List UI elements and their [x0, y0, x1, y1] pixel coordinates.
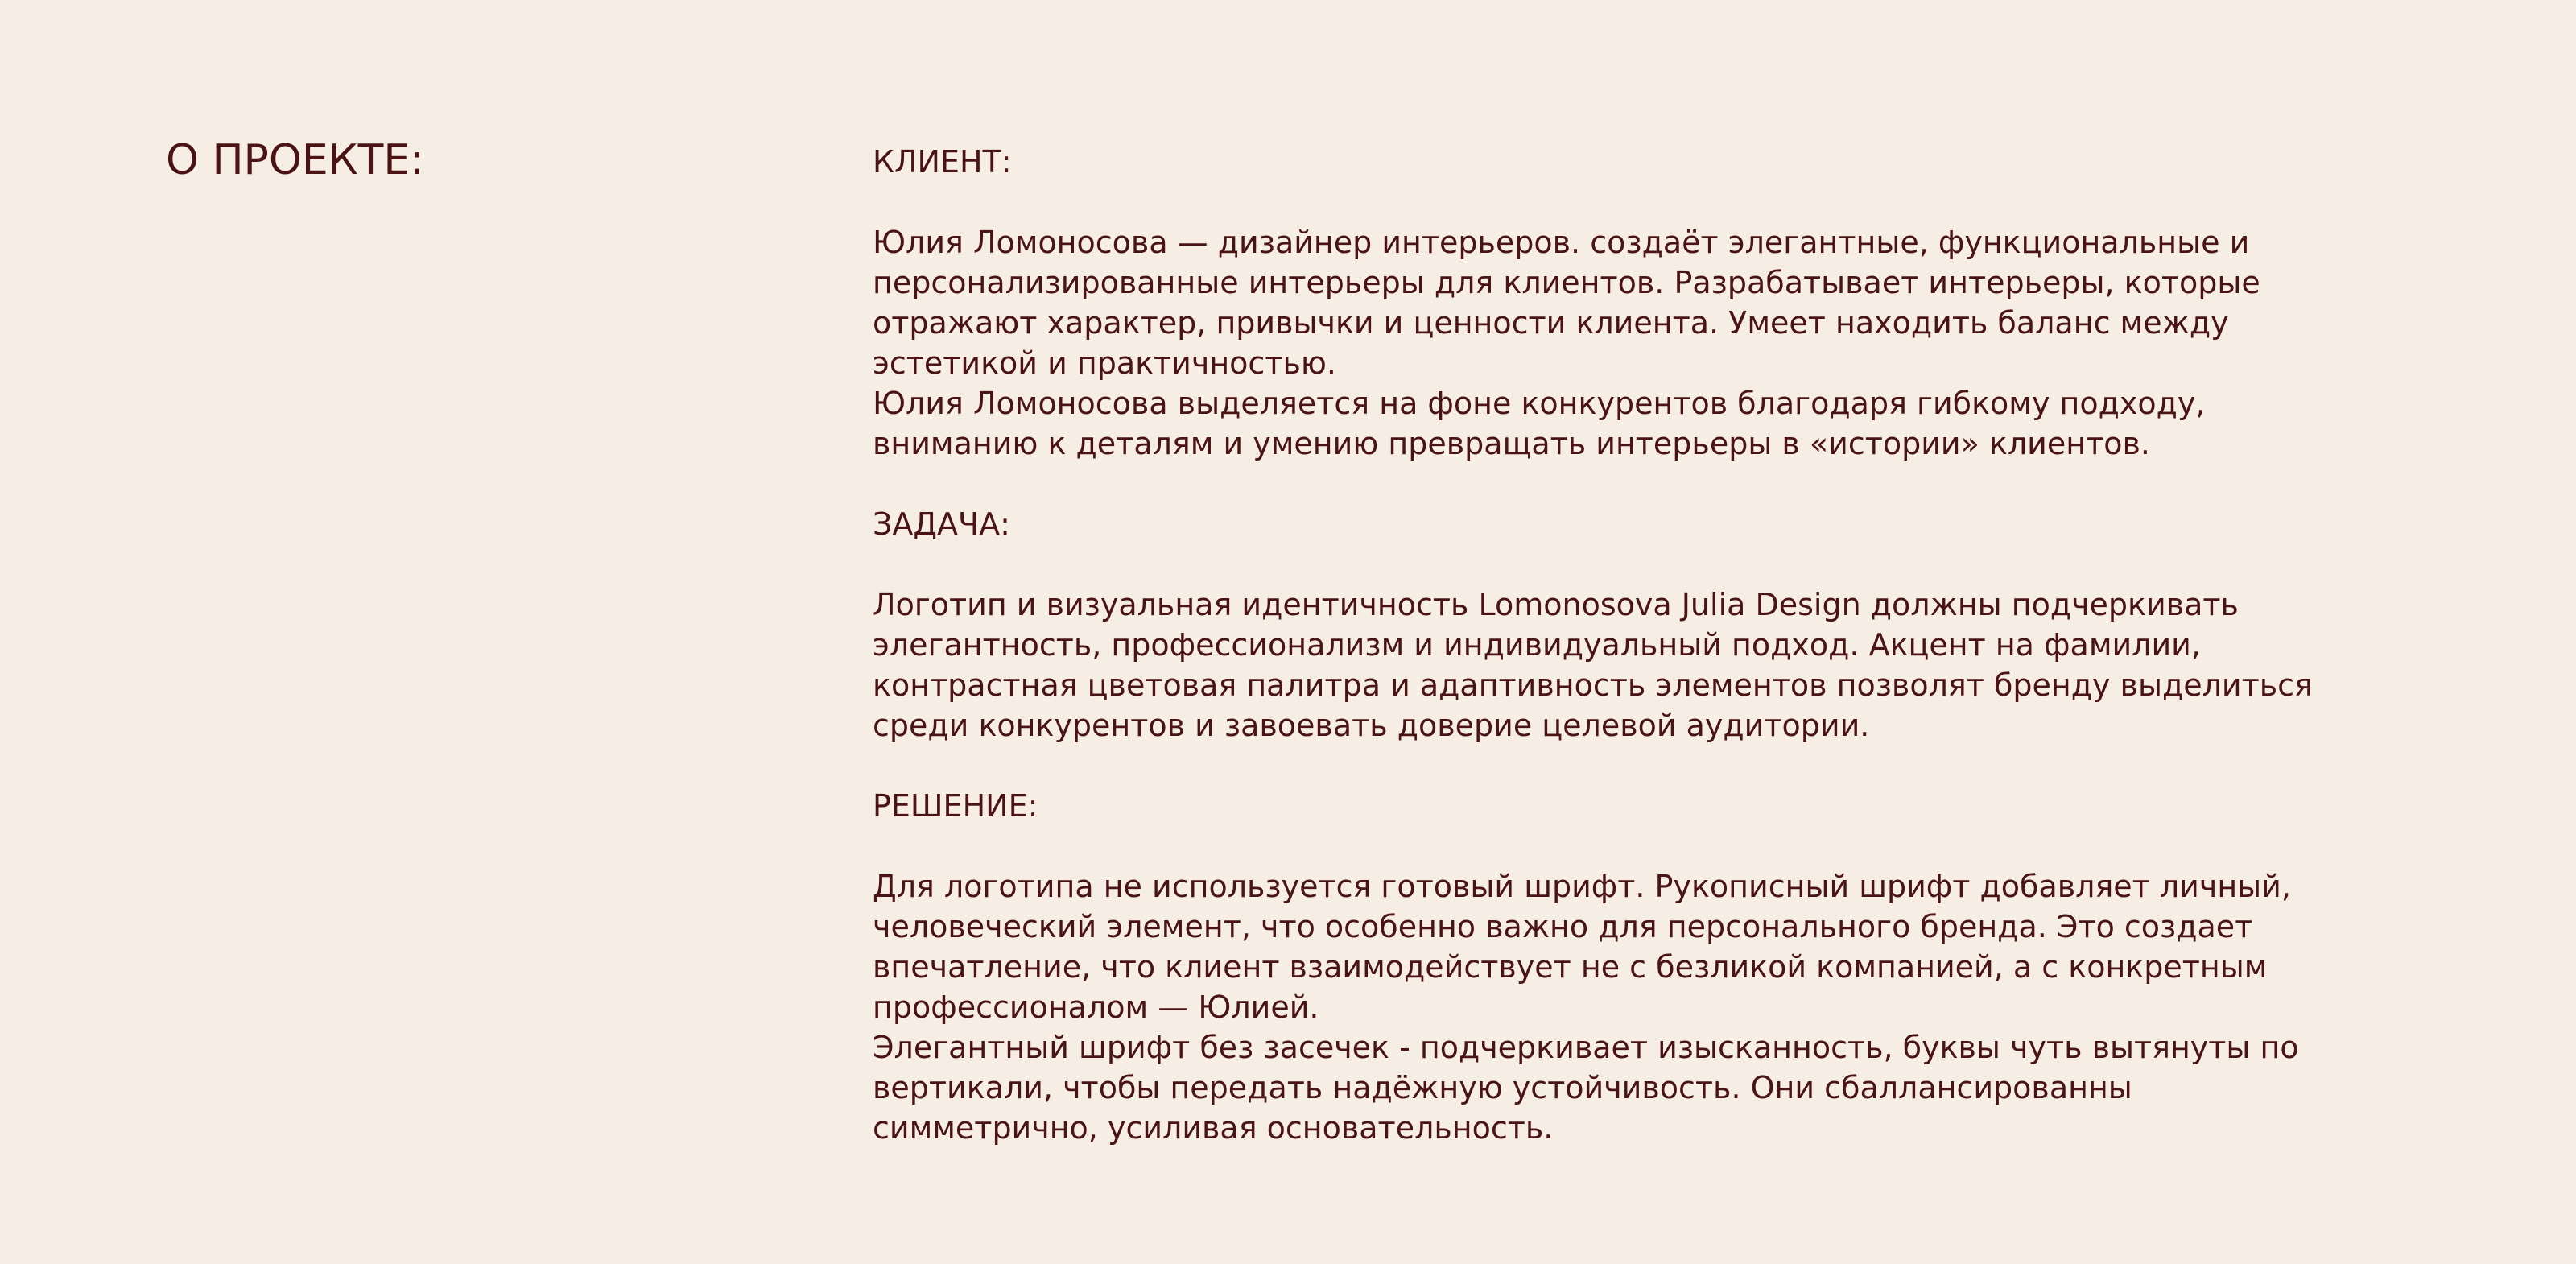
task-line-3: контрастная цветовая палитра и адаптивность элементов позволят бренду выделиться: [873, 667, 2313, 703]
solution-line-4: профессионалом — Юлией.: [873, 989, 1319, 1025]
client-description: [873, 222, 2491, 464]
client-label: КЛИЕНТ:: [873, 144, 1012, 180]
solution-line-1: Для логотипа не используется готовый шрифт. Рукописный шрифт добавляет личный,: [873, 869, 2291, 904]
project-content: [873, 142, 2491, 1188]
solution-description: [873, 866, 2491, 1148]
client-line-2: персонализированные интерьеры для клиентов. Разрабатывает интерьеры, которые: [873, 265, 2260, 300]
task-line-4: среди конкурентов и завоевать доверие целевой аудитории.: [873, 708, 1870, 743]
client-line-1: Юлия Ломоносова — дизайнер интерьеров. создаёт элегантные, функциональные и: [873, 225, 2250, 260]
task-description: [873, 584, 2491, 746]
client-line-5: Юлия Ломоносова выделяется на фоне конкурентов благодаря гибкому подходу,: [873, 386, 2206, 421]
task-section: [873, 504, 2491, 746]
task-line-2: элегантность, профессионализм и индивидуальный подход. Акцент на фамилии,: [873, 627, 2201, 663]
task-line-1: Логотип и визуальная идентичность Lomonosova Julia Design должны подчеркивать: [873, 587, 2239, 622]
page-title: О ПРОЕКТЕ:: [166, 136, 424, 184]
solution-section: [873, 786, 2491, 1148]
solution-line-6: вертикали, чтобы передать надёжную устойчивость. Они сбаллансированны: [873, 1070, 2132, 1105]
client-line-3: отражают характер, привычки и ценности клиента. Умеет находить баланс между: [873, 305, 2229, 341]
solution-line-7: симметрично, усиливая основательность.: [873, 1110, 1554, 1146]
client-section: [873, 142, 2491, 464]
solution-line-3: впечатление, что клиент взаимодействует не с безликой компанией, а с конкретным: [873, 949, 2268, 985]
solution-label: РЕШЕНИЕ:: [873, 788, 1038, 824]
solution-line-5: Элегантный шрифт без засечек - подчеркивает изысканность, буквы чуть вытянуты по: [873, 1030, 2299, 1065]
client-line-6: вниманию к деталям и умению превращать интерьеры в «истории» клиентов.: [873, 426, 2150, 461]
client-line-4: эстетикой и практичностью.: [873, 345, 1336, 381]
task-label: ЗАДАЧА:: [873, 506, 1010, 542]
solution-line-2: человеческий элемент, что особенно важно для персонального бренда. Это создает: [873, 909, 2253, 944]
